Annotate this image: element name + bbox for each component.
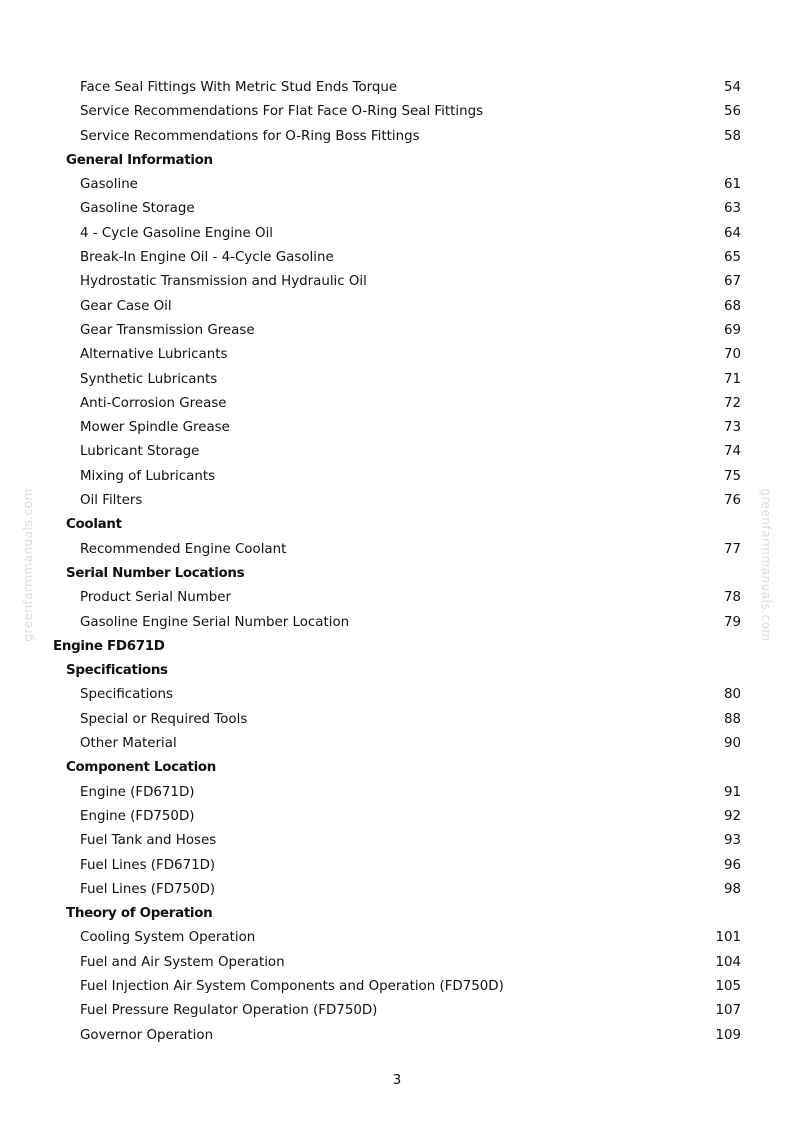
toc-entry[interactable] [0, 951, 794, 975]
toc-entry-title: Other Material [80, 736, 177, 752]
toc-entry-page-number: 69 [723, 322, 741, 338]
toc-entry-page-number: 67 [723, 274, 741, 290]
toc-entry-page-number: 65 [723, 250, 741, 266]
toc-entry-title: Fuel Lines (FD750D) [80, 881, 216, 897]
toc-entry-title: Gasoline Storage [80, 201, 195, 217]
toc-entry-title: Fuel Injection Air System Components and Operation (FD750D) [80, 978, 504, 994]
toc-entry[interactable] [0, 926, 794, 950]
toc-entry[interactable] [0, 246, 794, 270]
toc-entry[interactable] [0, 586, 794, 610]
toc-entry-page-number: 64 [723, 225, 741, 241]
toc-entry-title: Mower Spindle Grease [80, 420, 230, 436]
toc-entry-title: Coolant [66, 517, 122, 533]
toc-entry-title: 4 - Cycle Gasoline Engine Oil [80, 225, 274, 241]
toc-entry-title: Gasoline [80, 177, 138, 193]
toc-entry-page-number: 91 [723, 784, 741, 800]
toc-entry-page-number: 74 [723, 444, 741, 460]
toc-entry-title: Anti-Corrosion Grease [80, 395, 227, 411]
toc-entry-page-number: 98 [723, 881, 741, 897]
toc-entry-page-number: 107 [715, 1003, 741, 1019]
toc-entry[interactable] [0, 489, 794, 513]
toc-entry-page-number: 56 [723, 104, 741, 120]
toc-entry-title: Alternative Lubricants [80, 347, 228, 363]
toc-entry-page-number: 79 [723, 614, 741, 630]
toc-entry-title: Serial Number Locations [66, 565, 245, 581]
page-number: 3 [392, 1073, 402, 1088]
toc-entry-page-number: 109 [715, 1027, 741, 1043]
toc-entry-title: Break-In Engine Oil - 4-Cycle Gasoline [80, 250, 334, 266]
table-of-contents [0, 76, 794, 1048]
toc-entry-title: Service Recommendations for O-Ring Boss Fittings [80, 128, 420, 144]
toc-entry[interactable] [0, 805, 794, 829]
toc-entry[interactable] [0, 416, 794, 440]
toc-entry-page-number: 70 [723, 347, 741, 363]
toc-section-heading[interactable] [0, 902, 794, 926]
toc-entry-title: Lubricant Storage [80, 444, 200, 460]
toc-entry-title: Component Location [66, 760, 217, 776]
toc-entry-page-number: 71 [723, 371, 741, 387]
toc-entry-title: Specifications [80, 687, 173, 703]
toc-entry[interactable] [0, 173, 794, 197]
toc-entry[interactable] [0, 829, 794, 853]
toc-entry[interactable] [0, 732, 794, 756]
toc-entry[interactable] [0, 100, 794, 124]
toc-entry[interactable] [0, 222, 794, 246]
watermark-left: greenfarmmanuals.com [21, 488, 35, 642]
toc-entry-title: Synthetic Lubricants [80, 371, 218, 387]
toc-entry[interactable] [0, 878, 794, 902]
toc-entry-title: Gear Transmission Grease [80, 322, 255, 338]
toc-entry-title: Gear Case Oil [80, 298, 172, 314]
toc-entry-title: Product Serial Number [80, 590, 232, 606]
toc-entry[interactable] [0, 343, 794, 367]
toc-entry-title: Oil Filters [80, 493, 143, 509]
toc-section-heading[interactable] [0, 756, 794, 780]
toc-section-heading[interactable] [0, 149, 794, 173]
toc-entry-title: Fuel and Air System Operation [80, 954, 285, 970]
toc-entry-page-number: 96 [723, 857, 741, 873]
toc-entry-title: Fuel Tank and Hoses [80, 833, 217, 849]
toc-entry-page-number: 58 [723, 128, 741, 144]
toc-entry[interactable] [0, 319, 794, 343]
toc-chapter-heading[interactable] [0, 635, 794, 659]
toc-entry[interactable] [0, 611, 794, 635]
toc-entry-page-number: 75 [723, 468, 741, 484]
toc-section-heading[interactable] [0, 562, 794, 586]
toc-entry-page-number: 92 [723, 808, 741, 824]
toc-entry[interactable] [0, 854, 794, 878]
toc-entry[interactable] [0, 125, 794, 149]
toc-entry-title: Face Seal Fittings With Metric Stud Ends Torque [80, 80, 398, 95]
toc-entry[interactable] [0, 975, 794, 999]
toc-entry-page-number: 68 [723, 298, 741, 314]
toc-entry-title: Mixing of Lubricants [80, 468, 216, 484]
toc-entry-page-number: 93 [723, 833, 741, 849]
toc-entry-title: General Information [66, 152, 213, 168]
toc-entry-title: Special or Required Tools [80, 711, 248, 727]
toc-entry-page-number: 72 [723, 395, 741, 411]
toc-entry-page-number: 80 [723, 687, 741, 703]
toc-entry[interactable] [0, 197, 794, 221]
toc-entry-title: Fuel Lines (FD671D) [80, 857, 216, 873]
toc-entry[interactable] [0, 440, 794, 464]
toc-entry[interactable] [0, 392, 794, 416]
toc-entry[interactable] [0, 538, 794, 562]
toc-entry-page-number: 73 [723, 420, 741, 436]
toc-entry-page-number: 54 [723, 80, 741, 95]
toc-entry-page-number: 78 [723, 590, 741, 606]
toc-entry-title: Recommended Engine Coolant [80, 541, 287, 557]
toc-entry-page-number: 61 [723, 177, 741, 193]
toc-entry-title: Service Recommendations For Flat Face O-Ring Seal Fittings [80, 104, 484, 120]
toc-entry-title: Governor Operation [80, 1027, 214, 1043]
toc-entry[interactable] [0, 76, 794, 100]
toc-entry[interactable] [0, 683, 794, 707]
toc-entry-title: Engine (FD750D) [80, 808, 195, 824]
toc-entry-title: Cooling System Operation [80, 930, 256, 946]
toc-entry[interactable] [0, 368, 794, 392]
toc-entry[interactable] [0, 999, 794, 1023]
toc-entry-page-number: 76 [723, 493, 741, 509]
toc-entry-title: Engine FD671D [53, 638, 165, 654]
toc-entry[interactable] [0, 270, 794, 294]
toc-entry-title: Engine (FD671D) [80, 784, 195, 800]
toc-entry-title: Specifications [66, 663, 168, 679]
toc-entry-title: Fuel Pressure Regulator Operation (FD750D) [80, 1003, 378, 1019]
toc-section-heading[interactable] [0, 659, 794, 683]
toc-entry-page-number: 77 [723, 541, 741, 557]
toc-entry[interactable] [0, 295, 794, 319]
toc-entry[interactable] [0, 781, 794, 805]
toc-section-heading[interactable] [0, 513, 794, 537]
toc-entry-title: Gasoline Engine Serial Number Location [80, 614, 350, 630]
toc-entry-page-number: 63 [723, 201, 741, 217]
toc-entry-page-number: 105 [715, 978, 741, 994]
toc-entry-page-number: 101 [715, 930, 741, 946]
toc-entry[interactable] [0, 465, 794, 489]
toc-entry[interactable] [0, 708, 794, 732]
toc-entry-title: Hydrostatic Transmission and Hydraulic Oil [80, 274, 367, 290]
toc-entry-page-number: 90 [723, 736, 741, 752]
watermark-right: greenfarmmanuals.com [759, 488, 773, 642]
toc-entry[interactable] [0, 1024, 794, 1048]
toc-entry-page-number: 104 [715, 954, 741, 970]
toc-entry-title: Theory of Operation [66, 906, 213, 922]
toc-entry-page-number: 88 [723, 711, 741, 727]
